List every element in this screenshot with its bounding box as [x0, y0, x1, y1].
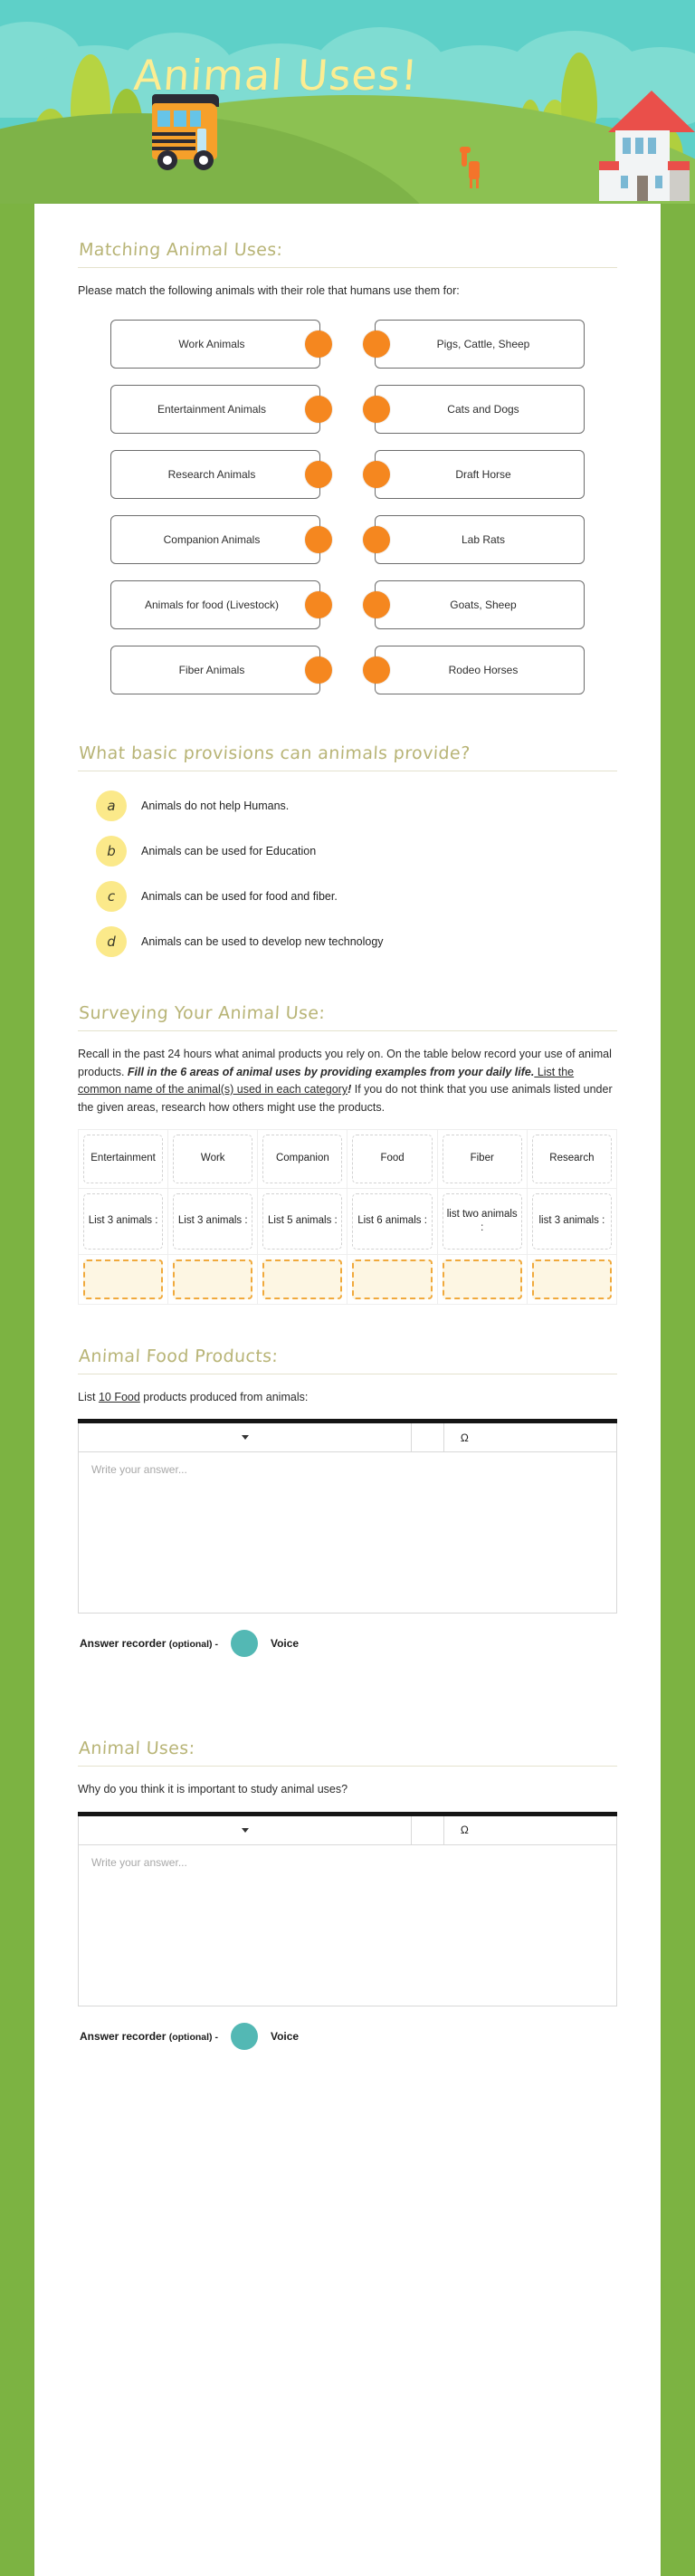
recorder-label	[80, 2030, 218, 2043]
match-connector-dot[interactable]	[305, 396, 332, 423]
recorder-label-optional: (optional) -	[168, 1639, 218, 1651]
match-right-label: Lab Rats	[461, 532, 506, 546]
table-row-inputs	[79, 1254, 617, 1304]
match-right-item[interactable]	[375, 515, 585, 564]
mcq-option[interactable]	[96, 831, 617, 871]
survey-instruction	[78, 1046, 617, 1116]
table-cell	[258, 1254, 348, 1304]
mcq-letter-bubble[interactable]: c	[96, 881, 127, 912]
match-left-item[interactable]	[110, 646, 320, 694]
match-connector-dot[interactable]	[363, 461, 390, 488]
toolbar-style-dropdown[interactable]	[79, 1816, 412, 1844]
prompt-underline: 10 Food	[98, 1390, 140, 1403]
table-cell	[168, 1188, 258, 1254]
table-cell	[527, 1254, 616, 1304]
survey-para-1: Recall in the past 24 hours what animal products you rely on. On the table below record your use of animal products.	[78, 1048, 612, 1078]
survey-prompt-cell: list two animals :	[443, 1193, 522, 1250]
survey-header-cell: Work	[173, 1135, 252, 1183]
section-matching	[78, 240, 617, 702]
mcq-option[interactable]	[96, 922, 617, 962]
match-connector-dot[interactable]	[305, 591, 332, 618]
match-connector-dot[interactable]	[363, 396, 390, 423]
match-right-item[interactable]	[375, 320, 585, 369]
matching-grid	[78, 312, 617, 702]
table-cell	[168, 1254, 258, 1304]
survey-header-cell: Companion	[262, 1135, 342, 1183]
food-products-editor	[78, 1419, 617, 1614]
match-right-label: Draft Horse	[455, 467, 511, 481]
mcq-option[interactable]	[96, 876, 617, 916]
page-banner	[0, 0, 695, 204]
match-connector-dot[interactable]	[363, 526, 390, 553]
match-left-label: Entertainment Animals	[157, 402, 267, 416]
match-left-item[interactable]	[110, 385, 320, 434]
survey-answer-input[interactable]	[262, 1259, 342, 1299]
house-icon	[599, 91, 695, 204]
worksheet-sheet	[34, 204, 661, 2576]
match-left-item[interactable]	[110, 580, 320, 629]
voice-record-button[interactable]	[231, 2023, 258, 2050]
match-connector-dot[interactable]	[363, 656, 390, 684]
voice-label: Voice	[270, 2029, 300, 2043]
table-cell	[437, 1188, 527, 1254]
match-connector-dot[interactable]	[363, 591, 390, 618]
match-connector-dot[interactable]	[305, 656, 332, 684]
editor-toolbar	[78, 1816, 617, 1845]
table-cell	[437, 1254, 527, 1304]
survey-header-cell: Fiber	[443, 1135, 522, 1183]
match-right-label: Rodeo Horses	[448, 663, 519, 676]
table-cell	[168, 1129, 258, 1188]
mcq-option-label: Animals can be used for Education	[141, 845, 317, 858]
table-cell	[348, 1129, 437, 1188]
editor-toolbar	[78, 1423, 617, 1452]
recorder-label-main: Answer recorder	[80, 2029, 169, 2043]
matching-left-column	[110, 320, 320, 694]
survey-answer-input[interactable]	[443, 1259, 522, 1299]
provisions-options	[78, 786, 617, 962]
animal-uses-prompt: Why do you think it is important to study animal uses?	[78, 1783, 348, 1796]
provisions-heading: What basic provisions can animals provide?	[78, 743, 619, 771]
table-cell	[348, 1188, 437, 1254]
table-cell	[79, 1129, 168, 1188]
survey-header-cell: Research	[532, 1135, 612, 1183]
chevron-down-icon	[242, 1828, 249, 1833]
toolbar-spacer	[412, 1816, 444, 1844]
table-cell	[258, 1129, 348, 1188]
match-right-item[interactable]	[375, 580, 585, 629]
survey-answer-input[interactable]	[352, 1259, 432, 1299]
survey-prompt-cell: List 5 animals :	[262, 1193, 342, 1250]
food-products-answer-input[interactable]: Write your answer...	[78, 1452, 617, 1614]
survey-prompt-cell: List 3 animals :	[83, 1193, 163, 1250]
toolbar-special-char-button[interactable]: Ω	[460, 1824, 469, 1837]
table-cell	[79, 1254, 168, 1304]
mcq-option-label: Animals do not help Humans.	[141, 800, 290, 813]
chevron-down-icon	[242, 1435, 249, 1440]
section-provisions	[78, 743, 617, 962]
survey-heading: Surveying Your Animal Use:	[78, 1003, 619, 1031]
match-right-item[interactable]	[375, 450, 585, 499]
survey-header-cell: Entertainment	[83, 1135, 163, 1183]
matching-instruction: Please match the following animals with their role that humans use them for:	[78, 284, 460, 297]
survey-table	[78, 1129, 617, 1305]
survey-prompt-cell: list 3 animals :	[532, 1193, 612, 1250]
match-right-item[interactable]	[375, 385, 585, 434]
match-left-label: Research Animals	[167, 467, 256, 481]
animal-uses-heading: Animal Uses:	[78, 1738, 619, 1767]
food-products-prompt	[78, 1389, 617, 1406]
matching-heading: Matching Animal Uses:	[78, 240, 619, 268]
survey-header-cell: Food	[352, 1135, 432, 1183]
recorder-label	[80, 1637, 218, 1650]
match-left-label: Work Animals	[178, 337, 245, 350]
match-right-label: Pigs, Cattle, Sheep	[436, 337, 530, 350]
survey-prompt-cell: List 6 animals :	[352, 1193, 432, 1250]
table-cell	[79, 1188, 168, 1254]
match-connector-dot[interactable]	[363, 330, 390, 358]
school-bus-icon	[145, 94, 226, 172]
match-left-label: Fiber Animals	[178, 663, 245, 676]
survey-para-underline: List the common name of the animal(s) used in each category	[78, 1065, 575, 1096]
survey-answer-input[interactable]	[532, 1259, 612, 1299]
match-right-item[interactable]	[375, 646, 585, 694]
match-connector-dot[interactable]	[305, 330, 332, 358]
survey-para-2: If you do not think that you use animals listed under the given areas, research how others might use the products.	[78, 1083, 613, 1114]
match-left-label: Companion Animals	[163, 532, 261, 546]
animal-uses-editor	[78, 1812, 617, 2006]
animal-uses-answer-input[interactable]: Write your answer...	[78, 1845, 617, 2006]
match-right-label: Cats and Dogs	[447, 402, 519, 416]
table-row-headers	[79, 1129, 617, 1188]
match-left-item[interactable]	[110, 320, 320, 369]
section-spacer	[78, 1699, 617, 1738]
table-cell	[437, 1129, 527, 1188]
match-connector-dot[interactable]	[305, 526, 332, 553]
mcq-letter-bubble[interactable]: a	[96, 790, 127, 821]
table-cell	[527, 1188, 616, 1254]
mcq-option-label: Animals can be used for food and fiber.	[141, 890, 338, 904]
match-left-label: Animals for food (Livestock)	[144, 598, 280, 611]
match-left-item[interactable]	[110, 515, 320, 564]
match-right-label: Goats, Sheep	[450, 598, 517, 611]
toolbar-special-char-button[interactable]: Ω	[460, 1431, 469, 1444]
table-cell	[527, 1129, 616, 1188]
survey-para-excl: !	[348, 1083, 352, 1096]
prompt-suffix: products produced from animals:	[139, 1390, 309, 1403]
table-cell	[258, 1188, 348, 1254]
recorder-label-optional: (optional) -	[168, 2031, 218, 2043]
giraffe-icon	[460, 147, 483, 190]
prompt-prefix: List	[78, 1390, 99, 1403]
match-left-item[interactable]	[110, 450, 320, 499]
section-food-products	[78, 1346, 617, 1657]
toolbar-spacer	[412, 1423, 444, 1451]
mcq-letter-bubble[interactable]: d	[96, 926, 127, 957]
mcq-letter-bubble[interactable]: b	[96, 836, 127, 867]
match-connector-dot[interactable]	[305, 461, 332, 488]
survey-para-bold: Fill in the 6 areas of animal uses by providing examples from your daily life.	[127, 1065, 535, 1078]
food-products-recorder	[78, 1630, 617, 1657]
section-animal-uses	[78, 1738, 617, 2049]
animal-uses-recorder	[78, 2023, 617, 2050]
section-survey	[78, 1003, 617, 1305]
voice-label: Voice	[270, 1637, 300, 1651]
voice-record-button[interactable]	[231, 1630, 258, 1657]
recorder-label-main: Answer recorder	[80, 1637, 169, 1651]
survey-prompt-cell: List 3 animals :	[173, 1193, 252, 1250]
food-products-heading: Animal Food Products:	[78, 1346, 619, 1374]
toolbar-style-dropdown[interactable]	[79, 1423, 412, 1451]
table-row-prompts	[79, 1188, 617, 1254]
banner-title: Animal Uses!	[132, 51, 421, 100]
survey-answer-input[interactable]	[83, 1259, 163, 1299]
survey-answer-input[interactable]	[173, 1259, 252, 1299]
table-cell	[348, 1254, 437, 1304]
mcq-option-label: Animals can be used to develop new technology	[141, 935, 384, 949]
mcq-option[interactable]	[96, 786, 617, 826]
matching-right-column	[375, 320, 585, 694]
